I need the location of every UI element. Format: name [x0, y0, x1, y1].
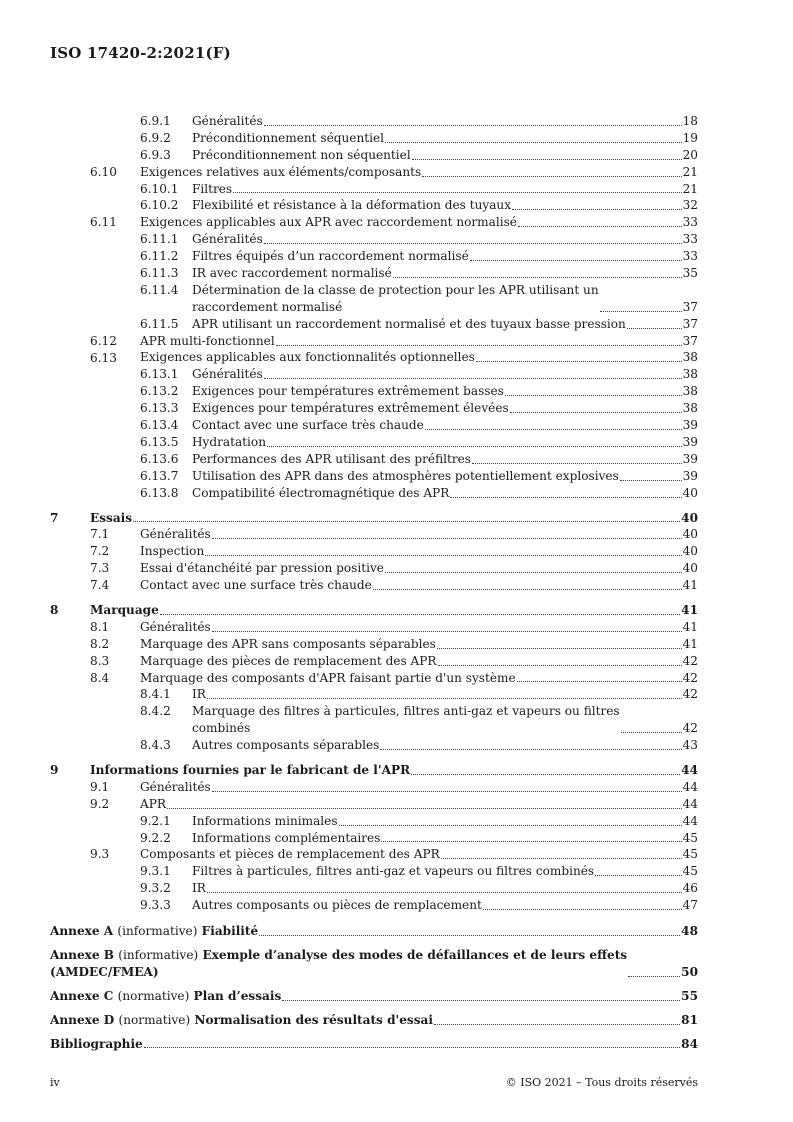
copyright-notice: © ISO 2021 – Tous droits réservés	[505, 1076, 698, 1089]
toc-entry-number: 9.2.2	[140, 830, 171, 845]
dot-leader	[160, 613, 680, 615]
toc-entry[interactable]	[50, 383, 698, 400]
annex-title: Exemple d’analyse des modes de défaillances et de leurs effets	[202, 947, 628, 962]
toc-entry[interactable]	[50, 510, 698, 527]
toc-entry-number: 6.13.8	[140, 485, 179, 500]
toc-entry[interactable]	[50, 147, 698, 164]
toc-entry-number: 6.13.4	[140, 418, 179, 433]
toc-entry-number: 6.9.1	[140, 114, 171, 128]
toc-entry-number: 6.11.1	[140, 232, 179, 247]
toc-entry-title: Marquage	[90, 602, 159, 617]
toc-entry-page: 38	[682, 350, 698, 365]
toc-entry-number: 8.4.3	[140, 738, 171, 753]
toc-entry-page: 35	[682, 266, 698, 280]
toc-entry-number: 9.3.1	[140, 864, 171, 879]
toc-entry-number: 9.2	[90, 796, 110, 811]
toc-entry[interactable]	[50, 485, 698, 502]
dot-leader	[472, 462, 682, 464]
toc-entry-number: 6.13.5	[140, 434, 179, 449]
toc-entry-page: 42	[682, 670, 698, 685]
toc-entry[interactable]	[50, 265, 698, 282]
toc-entry-page: 43	[682, 738, 698, 753]
toc-entry-title: Informations complémentaires	[192, 830, 381, 845]
toc-entry-title: Performances des APR utilisant des préfiltres	[192, 451, 472, 466]
toc-entry-page: 21	[682, 164, 698, 179]
toc-entry-number: 6.11	[90, 215, 117, 230]
toc-entry-title: Flexibilité et résistance à la déformation des tuyaux	[192, 198, 512, 213]
toc-entry-page: 40	[682, 485, 698, 500]
bibliography-entry[interactable]	[50, 1036, 698, 1053]
toc-entry[interactable]	[50, 619, 698, 636]
toc-entry-title: Filtres à particules, filtres anti-gaz et vapeurs ou filtres combinés	[192, 864, 595, 879]
toc-entry-title-block	[192, 282, 599, 316]
annex-title: Plan d’essais	[193, 988, 282, 1003]
toc-entry-page: 33	[682, 215, 698, 230]
toc-entry-number: 6.11.4	[140, 282, 179, 297]
toc-entry-title: Hydratation	[192, 434, 266, 449]
toc-entry-title: Informations fournies par le fabricant de l'APR	[90, 763, 411, 777]
toc-entry-page: 37	[682, 299, 698, 314]
dot-leader	[212, 630, 682, 632]
dot-leader	[438, 664, 682, 666]
toc-entry[interactable]	[50, 830, 698, 847]
toc-entry-title: Marquage des filtres à particules, filtres anti-gaz et vapeurs ou filtres	[192, 704, 620, 719]
toc-entry-number: 8.4.1	[140, 687, 171, 702]
dot-leader	[144, 1046, 680, 1048]
toc-entry[interactable]	[50, 796, 698, 813]
toc-entry[interactable]	[50, 813, 698, 830]
toc-entry-title: Généralités	[140, 527, 211, 542]
dot-leader	[207, 891, 682, 893]
toc-entry-page: 39	[682, 468, 698, 483]
annex-label: Annexe D	[50, 1012, 115, 1027]
toc-entry-number: 8.4	[90, 670, 110, 685]
toc-entry-page: 37	[682, 333, 698, 348]
toc-entry-title: Marquage des composants d'APR faisant partie d'un système	[140, 670, 516, 685]
dot-leader	[483, 908, 682, 910]
toc-entry[interactable]	[50, 181, 698, 198]
toc-entry-title: IR avec raccordement normalisé	[192, 266, 392, 280]
toc-entry-title: Utilisation des APR dans des atmosphères potentiellement explosives	[192, 468, 619, 483]
annex-label: Annexe C	[50, 988, 114, 1003]
dot-leader	[422, 175, 681, 177]
annex-kind: (informative)	[118, 947, 199, 962]
annex-label: Annexe B	[50, 947, 115, 962]
toc-entry-number: 9.2.1	[140, 813, 171, 828]
dot-leader	[133, 520, 680, 522]
dot-leader	[517, 680, 682, 682]
toc-entry-page: 38	[682, 367, 698, 382]
toc-entry-title: Généralités	[192, 232, 263, 247]
toc-entry-title-continued: combinés	[192, 721, 251, 736]
dot-leader	[628, 975, 680, 977]
toc-entry-title: Préconditionnement non séquentiel	[192, 147, 411, 162]
toc-entry-number: 6.11.5	[140, 316, 179, 331]
toc-entry-page: 45	[682, 847, 698, 862]
dot-leader	[380, 748, 681, 750]
toc-entry-page: 38	[682, 384, 698, 399]
toc-entry-page: 37	[682, 316, 698, 331]
toc-entry-number: 9.3	[90, 847, 110, 862]
dot-leader	[205, 554, 681, 556]
toc-entry-title: IR	[192, 687, 206, 702]
toc-entry-number: 6.11.2	[140, 249, 179, 264]
toc-entry[interactable]	[50, 846, 698, 863]
toc-entry-page: 42	[682, 687, 698, 702]
annex-kind: (normative)	[118, 1012, 191, 1027]
toc-entry-number: 8	[50, 602, 59, 617]
toc-entry-page: 40	[682, 527, 698, 542]
toc-entry-title-continued: raccordement normalisé	[192, 299, 343, 314]
toc-entry-page: 33	[682, 232, 698, 247]
toc-entry-title: Exigences relatives aux éléments/composants	[140, 164, 422, 179]
dot-leader	[595, 874, 681, 876]
dot-leader	[233, 191, 681, 193]
toc-entry-page: 33	[682, 249, 698, 264]
annex-entry[interactable]	[50, 923, 698, 940]
toc-entry-number: 6.9.2	[140, 130, 171, 145]
annex-page: 81	[681, 1012, 698, 1027]
dot-leader	[512, 208, 682, 210]
toc-entry-title: Contact avec une surface très chaude	[192, 418, 424, 433]
dot-leader	[282, 999, 680, 1001]
toc-entry-number: 7.3	[90, 561, 110, 576]
toc-entry-title: Généralités	[192, 367, 263, 382]
dot-leader	[425, 428, 682, 430]
dot-leader	[620, 479, 682, 481]
annex-page: 50	[681, 964, 698, 979]
annex-entry[interactable]	[50, 947, 698, 981]
dot-leader	[259, 934, 680, 936]
toc-entry[interactable]	[50, 451, 698, 468]
annex-entry[interactable]	[50, 1012, 698, 1029]
dot-leader	[412, 158, 682, 160]
toc-entry-title: Contact avec une surface très chaude	[140, 578, 372, 593]
toc-entry[interactable]	[50, 231, 698, 248]
toc-entry[interactable]	[50, 350, 698, 367]
toc-entry-page: 18	[682, 113, 698, 128]
dot-leader	[518, 225, 682, 227]
toc-entry[interactable]	[50, 737, 698, 754]
toc-entry-page: 39	[682, 418, 698, 433]
toc-entry-page: 44	[682, 796, 698, 811]
toc-entry-number: 6.13.6	[140, 451, 179, 466]
toc-entry-number: 6.13.7	[140, 468, 179, 483]
dot-leader	[212, 537, 682, 539]
toc-entry-page: 41	[682, 619, 698, 634]
dot-leader	[339, 824, 682, 826]
toc-entry-number: 7.4	[90, 578, 110, 593]
annex-kind: (normative)	[117, 988, 190, 1003]
toc-entry-number: 6.13.3	[140, 401, 179, 416]
toc-entry-number: 6.11.3	[140, 266, 179, 281]
toc-entry-number: 6.13	[90, 350, 117, 365]
toc-entry[interactable]	[50, 468, 698, 485]
dot-leader	[264, 377, 682, 379]
dot-leader	[207, 697, 682, 699]
dot-leader	[441, 857, 682, 859]
toc-entry-page: 40	[682, 544, 698, 559]
dot-leader	[385, 141, 682, 143]
toc-entry-page: 40	[682, 561, 698, 576]
toc-entry-number: 6.13.1	[140, 367, 179, 382]
dot-leader	[267, 445, 682, 447]
toc-entry-page: 41	[681, 602, 698, 617]
toc-entry-number: 6.10.1	[140, 181, 179, 196]
toc-entry-page: 45	[682, 864, 698, 879]
dot-leader	[470, 259, 682, 261]
toc-entry-title: Autres composants séparables	[192, 738, 380, 753]
toc-entry-title: Essai d'étanchéité par pression positive	[140, 561, 384, 576]
toc-entry-title: Autres composants ou pièces de remplacement	[192, 898, 482, 913]
annex-title-line	[50, 988, 281, 1005]
toc-entry-title: Marquage des APR sans composants séparables	[140, 636, 436, 651]
dot-leader	[434, 1023, 680, 1025]
toc-entry-title-block	[192, 703, 620, 737]
toc-entry[interactable]	[50, 434, 698, 451]
toc-entry-number: 8.1	[90, 619, 110, 634]
toc-entry[interactable]	[50, 543, 698, 560]
toc-entry-title: Préconditionnement séquentiel	[192, 130, 384, 145]
toc-entry-number: 9	[50, 763, 59, 778]
dot-leader	[505, 394, 682, 396]
toc-entry-title: Généralités	[192, 113, 263, 128]
toc-entry-title: APR utilisant un raccordement normalisé et des tuyaux basse pression	[192, 316, 626, 331]
toc-entry-number: 7.2	[90, 544, 110, 559]
annex-title-block	[50, 947, 627, 981]
dot-leader	[437, 647, 682, 649]
bibliography-title: Bibliographie	[50, 1036, 143, 1051]
toc-entry-page: 47	[682, 898, 698, 913]
toc-entry-number: 6.12	[90, 333, 117, 348]
annex-title: Fiabilité	[201, 924, 259, 939]
bibliography-page: 84	[681, 1036, 698, 1051]
toc-entry-page: 42	[682, 721, 698, 736]
toc-entry-number: 8.3	[90, 653, 110, 668]
document-header: ISO 17420-2:2021(F)	[50, 44, 231, 62]
toc-entry[interactable]	[50, 526, 698, 543]
toc-entry-number: 8.2	[90, 636, 110, 651]
toc-entry-title: Inspection	[140, 544, 205, 559]
annex-title-continued: (AMDEC/FMEA)	[50, 964, 159, 979]
dot-leader	[276, 344, 682, 346]
toc-entry-page: 40	[681, 510, 698, 525]
toc-entry-page: 21	[682, 181, 698, 196]
dot-leader	[627, 327, 682, 329]
toc-entry[interactable]	[50, 653, 698, 670]
annex-title-line	[50, 923, 258, 940]
toc-entry[interactable]	[50, 248, 698, 265]
dot-leader	[510, 411, 682, 413]
toc-entry-page: 44	[682, 813, 698, 828]
dot-leader	[600, 310, 682, 312]
toc-entry-page: 39	[682, 434, 698, 449]
toc-entry-number: 6.13.2	[140, 384, 179, 399]
toc-entry-page: 41	[682, 636, 698, 651]
toc-entry-number: 9.3.3	[140, 898, 171, 913]
toc-entry[interactable]	[50, 164, 698, 181]
toc-entry[interactable]	[50, 316, 698, 333]
toc-entry-title: Compatibilité électromagnétique des APR	[192, 485, 450, 500]
toc-entry-page: 44	[681, 763, 698, 777]
toc-entry-title: Filtres équipés d’un raccordement normalisé	[192, 249, 469, 264]
toc-entry[interactable]	[50, 636, 698, 653]
toc-entry-title: Exigences applicables aux APR avec raccordement normalisé	[140, 215, 517, 230]
annex-page: 48	[681, 924, 698, 939]
toc-entry[interactable]	[50, 670, 698, 687]
toc-entry-page: 42	[682, 653, 698, 668]
dot-leader	[621, 731, 682, 733]
toc-entry-number: 7	[50, 510, 59, 525]
dot-leader	[411, 773, 680, 775]
annex-label: Annexe A	[50, 924, 114, 939]
toc-entry[interactable]	[50, 417, 698, 434]
toc-entry-number: 8.4.2	[140, 704, 171, 719]
table-of-contents	[50, 113, 698, 1052]
toc-entry[interactable]	[50, 560, 698, 577]
toc-entry-number: 7.1	[90, 527, 110, 542]
toc-entry-page: 41	[682, 578, 698, 593]
toc-entry-title: Généralités	[140, 619, 211, 634]
dot-leader	[373, 588, 682, 590]
dot-leader	[393, 276, 682, 278]
toc-entry-title: Composants et pièces de remplacement des APR	[140, 847, 440, 862]
toc-entry[interactable]	[50, 400, 698, 417]
toc-entry[interactable]	[50, 366, 698, 383]
dot-leader	[264, 242, 682, 244]
page-number: iv	[50, 1076, 60, 1089]
toc-entry[interactable]	[50, 880, 698, 897]
toc-entry-title: IR	[192, 881, 206, 896]
toc-entry-title: APR	[140, 796, 166, 811]
toc-entry[interactable]	[50, 897, 698, 914]
toc-entry-number: 6.10.2	[140, 198, 179, 213]
toc-entry-number: 9.3.2	[140, 881, 171, 896]
annex-kind: (informative)	[117, 924, 198, 939]
toc-entry-number: 6.9.3	[140, 147, 171, 162]
toc-entry-page: 19	[682, 130, 698, 145]
annex-page: 55	[681, 988, 698, 1003]
toc-entry-title: Exigences applicables aux fonctionnalités optionnelles	[140, 350, 475, 365]
toc-entry-number: 9.1	[90, 779, 110, 794]
toc-entry-title: Marquage des pièces de remplacement des APR	[140, 653, 437, 668]
toc-entry-title: APR multi-fonctionnel	[140, 333, 275, 348]
toc-entry[interactable]	[50, 214, 698, 231]
toc-entry-number: 6.10	[90, 164, 117, 179]
toc-entry-title: Essais	[90, 510, 133, 525]
toc-entry-page: 44	[682, 779, 698, 794]
dot-leader	[167, 807, 682, 809]
annex-title-line	[50, 1012, 433, 1029]
toc-entry-title: Détermination de la classe de protection pour les APR utilisant un	[192, 282, 599, 297]
toc-entry-page: 38	[682, 401, 698, 416]
toc-entry[interactable]	[50, 762, 698, 779]
toc-entry[interactable]	[50, 113, 698, 130]
toc-entry[interactable]	[50, 130, 698, 147]
annex-title-line	[50, 947, 627, 964]
toc-entry-page: 45	[682, 830, 698, 845]
toc-entry-page: 20	[682, 147, 698, 162]
toc-entry[interactable]	[50, 282, 698, 316]
annex-entry[interactable]	[50, 988, 698, 1005]
toc-entry[interactable]	[50, 779, 698, 796]
toc-entry-page: 46	[682, 881, 698, 896]
toc-entry[interactable]	[50, 333, 698, 350]
dot-leader	[212, 790, 682, 792]
dot-leader	[385, 571, 682, 573]
toc-entry-page: 32	[682, 198, 698, 213]
toc-entry[interactable]	[50, 703, 698, 737]
dot-leader	[264, 124, 682, 126]
toc-entry-title: Généralités	[140, 779, 211, 794]
dot-leader	[450, 496, 681, 498]
toc-entry[interactable]	[50, 602, 698, 619]
toc-entry[interactable]	[50, 197, 698, 214]
toc-entry-title: Exigences pour températures extrêmement basses	[192, 384, 504, 399]
annex-title: Normalisation des résultats d'essai	[194, 1012, 433, 1027]
toc-entry-title: Informations minimales	[192, 813, 338, 828]
dot-leader	[476, 360, 682, 362]
toc-entry[interactable]	[50, 863, 698, 880]
toc-entry[interactable]	[50, 686, 698, 703]
toc-entry-page: 39	[682, 451, 698, 466]
toc-entry-title: Exigences pour températures extrêmement élevées	[192, 401, 509, 416]
dot-leader	[381, 840, 681, 842]
toc-entry[interactable]	[50, 577, 698, 594]
toc-entry-title: Filtres	[192, 181, 233, 196]
